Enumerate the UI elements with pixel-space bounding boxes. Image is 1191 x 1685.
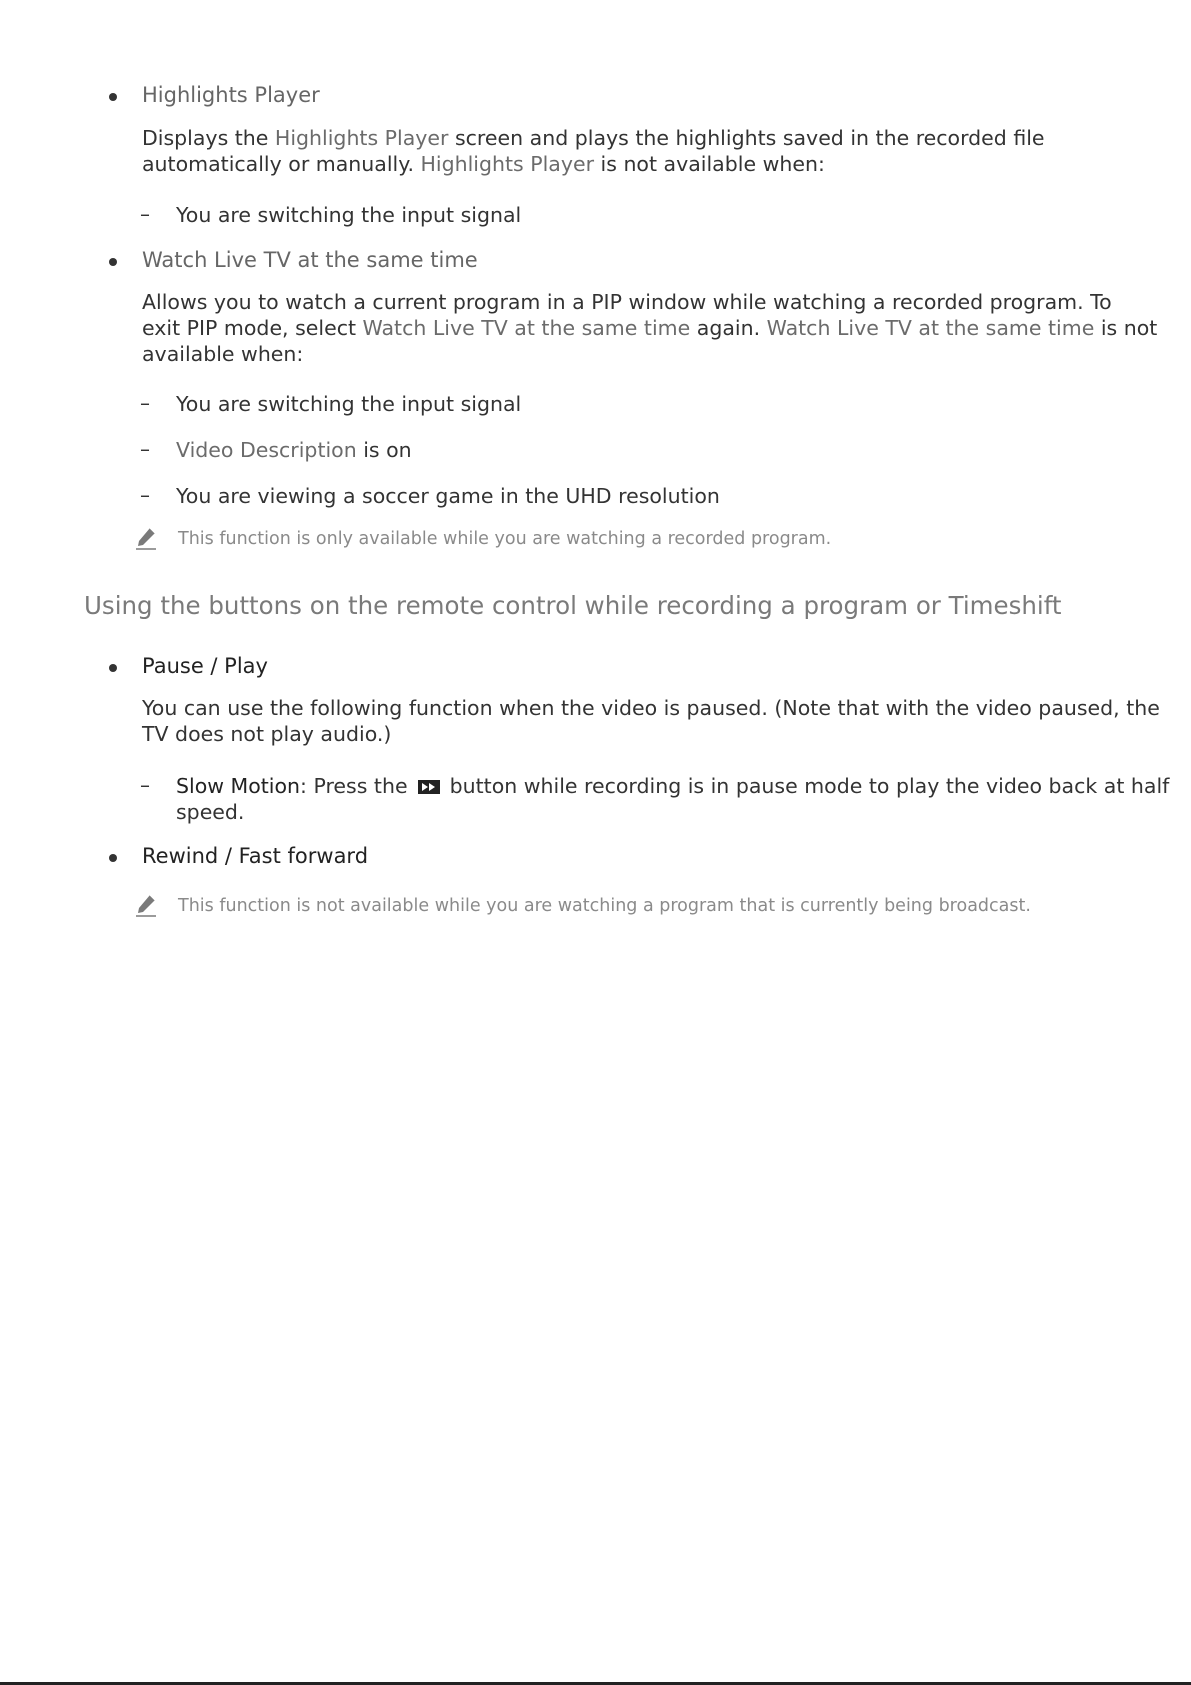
- item-title-watch-live-tv: Watch Live TV at the same time: [142, 248, 478, 272]
- slow-motion-label: Slow Motion: [176, 774, 301, 798]
- highlights-description-line2: automatically or manually. Highlights Player is not available when:: [142, 152, 825, 176]
- condition-text: You are viewing a soccer game in the UHD resolution: [176, 484, 720, 508]
- watch-live-description-line3: available when:: [142, 342, 304, 366]
- highlights-description-line1: Displays the Highlights Player screen and plays the highlights saved in the recorded file: [142, 126, 1045, 150]
- slow-motion-line2: speed.: [176, 800, 245, 824]
- bullet-dot: [109, 854, 117, 862]
- slow-motion-line1: Slow Motion: Press the button while recording is in pause mode to play the video back at half: [176, 774, 1170, 798]
- dash-marker: –: [140, 437, 150, 461]
- dash-marker: –: [140, 773, 150, 797]
- watch-live-description-line1: Allows you to watch a current program in a PIP window while watching a recorded program. To: [142, 290, 1112, 314]
- item-title-highlights-player: Highlights Player: [142, 83, 320, 107]
- bullet-dot: [109, 93, 117, 101]
- item-title-rewind-fast-forward: Rewind / Fast forward: [142, 844, 369, 868]
- condition-text: Video Description is on: [176, 438, 412, 462]
- pause-play-description-line2: TV does not play audio.): [142, 722, 392, 746]
- item-title-pause-play: Pause / Play: [142, 654, 268, 678]
- pencil-note-icon: [133, 525, 159, 551]
- watch-live-description-line2: exit PIP mode, select Watch Live TV at the same time again. Watch Live TV at the same time is not: [142, 316, 1158, 340]
- section-heading: Using the buttons on the remote control while recording a program or Timeshift: [84, 591, 1062, 620]
- pencil-note-icon: [133, 892, 159, 918]
- bullet-dot: [109, 258, 117, 266]
- dash-marker: –: [140, 202, 150, 226]
- pause-play-description-line1: You can use the following function when the video is paused. (Note that with the video paused, the: [142, 696, 1160, 720]
- bullet-dot: [109, 664, 117, 672]
- condition-text: You are switching the input signal: [176, 203, 522, 227]
- note-text: This function is not available while you are watching a program that is currently being broadcast.: [178, 896, 1031, 916]
- dash-marker: –: [140, 483, 150, 507]
- fast-forward-button-icon: [418, 780, 440, 794]
- condition-text: You are switching the input signal: [176, 392, 522, 416]
- note-text: This function is only available while you are watching a recorded program.: [178, 529, 832, 549]
- dash-marker: –: [140, 391, 150, 415]
